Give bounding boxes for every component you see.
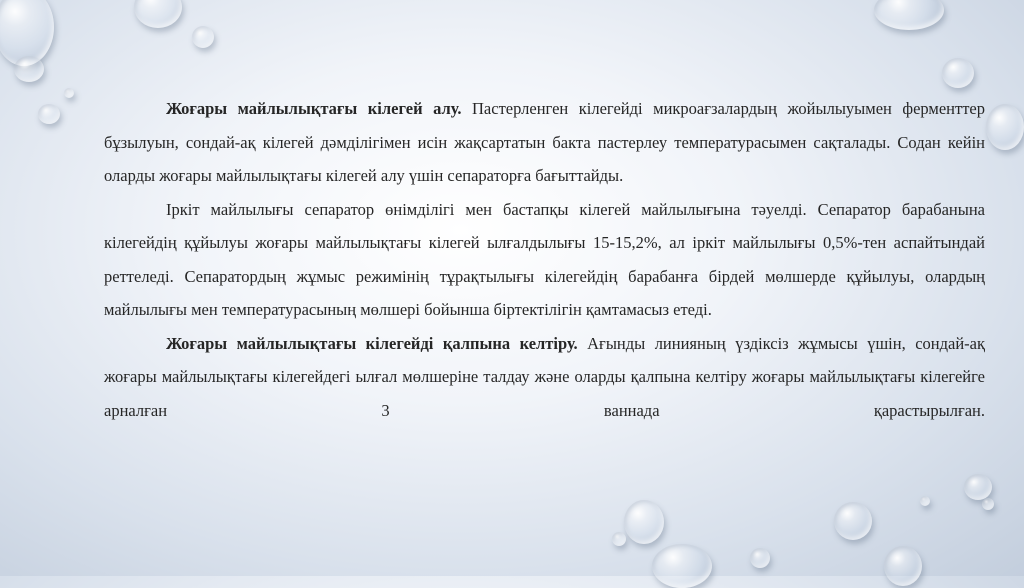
paragraph-text: Ағынды линияның үздіксіз жұмысы үшін, сондай-ақ жоғары майлылықтағы кілегейдегі ылғал мөлшеріне талдау және оларды қалпына келтіру жоғары майлылықтағы кілегейге арналған 3 ваннада қарастырылған. [104,333,985,420]
paragraph-text: Іркіт майлылығы сепаратор өнімділігі мен бастапқы кілегей майлылығына тәуелді. Сепаратор барабанына кілегейдің құйылуы жоғары майлылықтағы кілегей ылғалдылығы 15-15,2%, ал іркіт майлылығы 0,5%-тен аспайтындай реттеледі. Сепаратордың жұмыс режимінің тұрақтылығы кілегейдің барабанға бірдей мөлшерде құйылуы, олардың майлылығы мен температурасының мөлшері бойынша біртектілігін қамтамасыз етеді. [104,199,985,319]
water-droplet [884,546,922,586]
water-droplet [986,104,1024,150]
water-droplet [874,0,944,30]
water-droplet [192,26,214,48]
paragraph-heading: Жоғары майлылықтағы кілегейді қалпына келтіру. [166,333,578,353]
water-droplet [920,496,930,506]
water-droplet [834,502,872,540]
water-droplet [982,498,994,510]
paragraph-heading: Жоғары майлылықтағы кілегей алу. [166,99,462,118]
water-droplet [624,500,664,544]
water-droplet [38,104,60,124]
water-droplet [964,474,992,500]
slide-body [104,92,985,427]
water-droplet [612,532,626,546]
water-droplet [134,0,182,28]
paragraph-buttermilk-fat [104,193,985,327]
water-droplet [64,88,74,98]
water-droplet [942,58,974,88]
water-droplet [750,548,770,568]
water-droplet [652,544,712,588]
paragraph-cream-restoration [104,327,985,428]
water-droplet [14,56,44,82]
paragraph-high-fat-cream [104,92,985,193]
paragraph-text: Пастерленген кілегейді микроағзалардың жойылыуымен ферменттер бұзылуын, сондай-ақ кілегей дәмділігімен исін жақсартатын бакта пастерлеу температурасымен сақталады. Содан кейін оларды жоғары майлылықтағы кілегей алу үшін сепараторға бағыттайды. [104,99,985,185]
